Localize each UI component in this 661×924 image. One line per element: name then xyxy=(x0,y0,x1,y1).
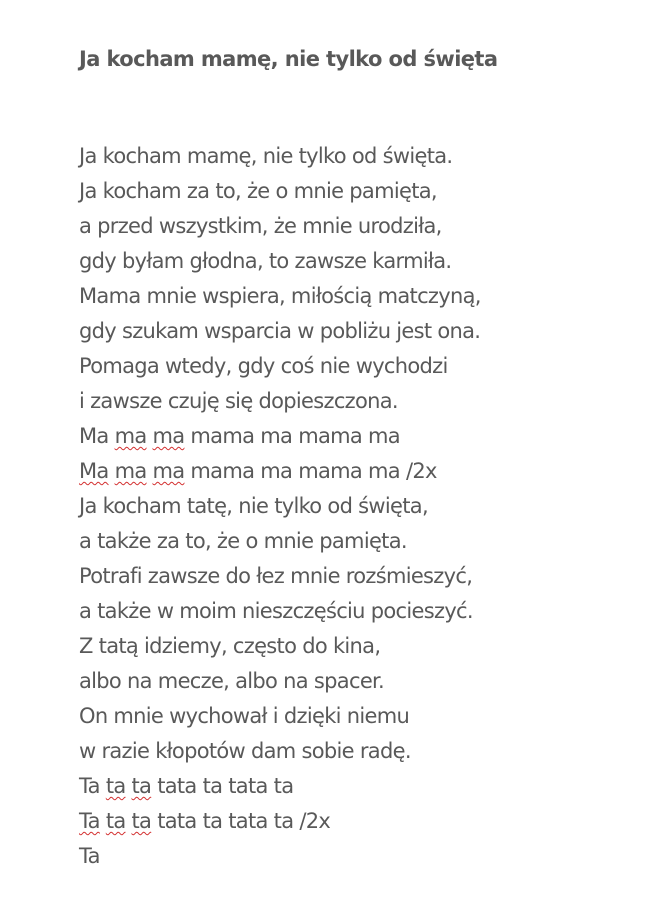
poem-line: Ta xyxy=(79,844,100,868)
poem-line: Ma ma ma mama ma mama ma /2x xyxy=(79,459,437,483)
spellcheck-flagged-word: ma xyxy=(152,424,185,448)
poem-line: albo na mecze, albo na spacer. xyxy=(79,669,385,693)
spellcheck-flagged-word: Ma xyxy=(79,459,109,483)
poem-line: Ma ma ma mama ma mama ma xyxy=(79,424,400,448)
poem-line: Mama mnie wspiera, miłością matczyną, xyxy=(79,284,481,308)
poem-line: Ta ta ta tata ta tata ta /2x xyxy=(79,809,331,833)
poem-line: a także za to, że o mnie pamięta. xyxy=(79,529,407,553)
poem-line: Z tatą idziemy, często do kina, xyxy=(79,634,381,658)
poem-line: Ta ta ta tata ta tata ta xyxy=(79,774,294,798)
spellcheck-flagged-word: ta xyxy=(105,809,126,833)
poem-line: Pomaga wtedy, gdy coś nie wychodzi xyxy=(79,354,448,378)
poem-line: gdy byłam głodna, to zawsze karmiła. xyxy=(79,249,452,273)
poem-line: On mnie wychował i dzięki niemu xyxy=(79,704,410,728)
poem-line: gdy szukam wsparcia w pobliżu jest ona. xyxy=(79,319,481,343)
poem-line: Ja kocham mamę, nie tylko od święta. xyxy=(79,144,453,168)
spellcheck-flagged-word: ma xyxy=(114,424,147,448)
poem-line: Ja kocham tatę, nie tylko od święta, xyxy=(79,494,428,518)
spellcheck-flagged-word: ta xyxy=(131,774,152,798)
spellcheck-flagged-word: ta xyxy=(131,809,152,833)
spellcheck-flagged-word: Ta xyxy=(79,809,100,833)
poem-line: Potrafi zawsze do łez mnie rozśmieszyć, xyxy=(79,564,473,588)
poem-line: i zawsze czuję się dopieszczona. xyxy=(79,389,398,413)
poem-line: a przed wszystkim, że mnie urodziła, xyxy=(79,214,442,238)
spellcheck-flagged-word: ma xyxy=(152,459,185,483)
document-title: Ja kocham mamę, nie tylko od święta xyxy=(79,47,498,71)
poem-line: Ja kocham za to, że o mnie pamięta, xyxy=(79,179,437,203)
poem-body xyxy=(79,139,481,874)
spellcheck-flagged-word: ta xyxy=(105,774,126,798)
spellcheck-flagged-word: ma xyxy=(114,459,147,483)
poem-line: w razie kłopotów dam sobie radę. xyxy=(79,739,411,763)
poem-line: a także w moim nieszczęściu pocieszyć. xyxy=(79,599,473,623)
